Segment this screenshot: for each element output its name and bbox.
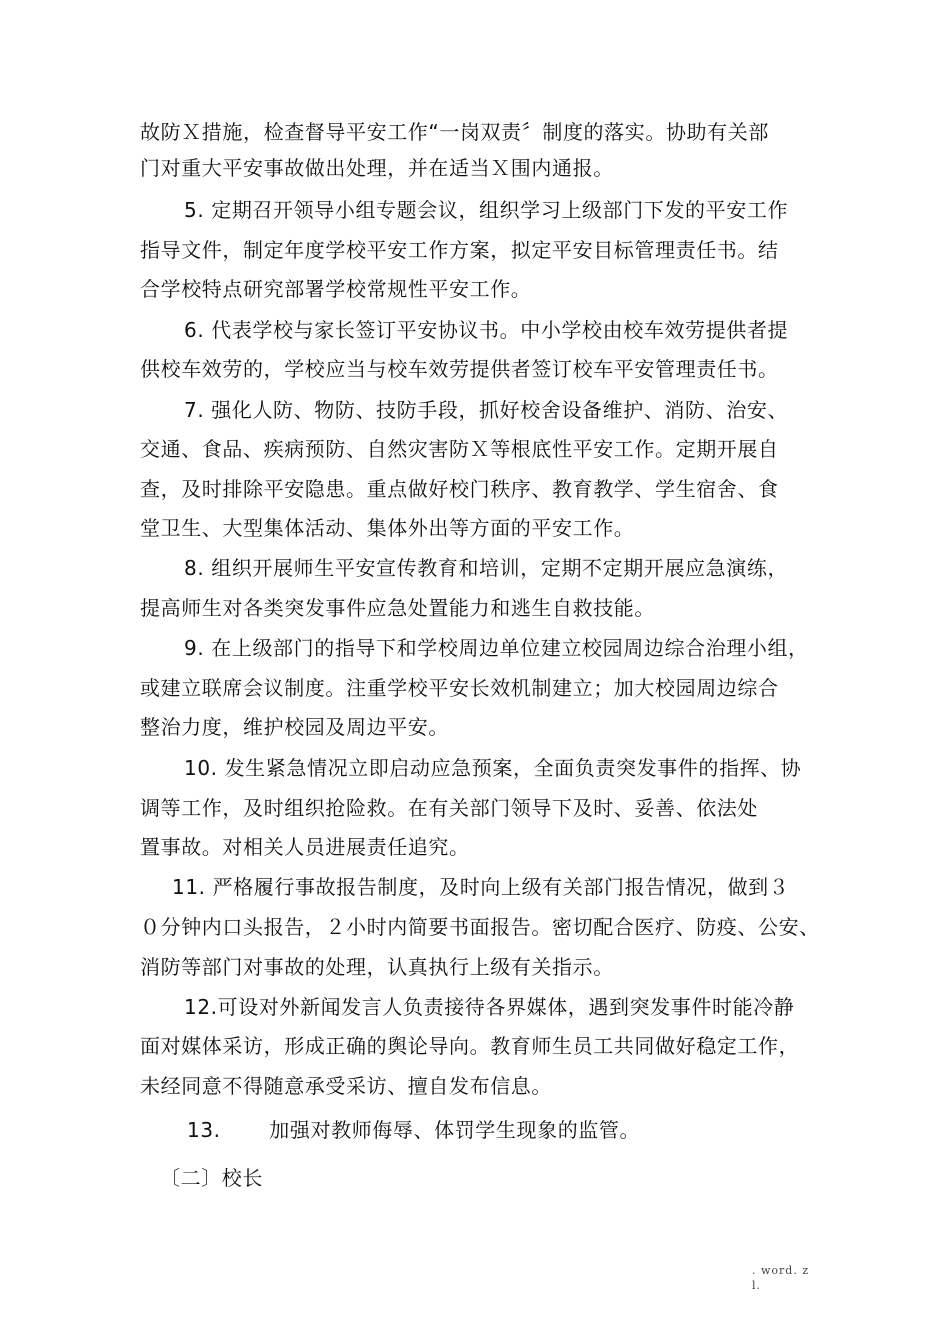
text-line: 未经同意不得随意承受采访、擅自发布信息。 xyxy=(140,1074,552,1098)
text-line: 或建立联席会议制度。注重学校平安长效机制建立；加大校园周边综合 xyxy=(140,676,779,700)
text-line: 置事故。对相关人员进展责任追究。 xyxy=(140,835,470,859)
text-line: 交通、食品、疾病预防、自然灾害防Ｘ等根底性平安工作。定期开展自 xyxy=(140,437,779,461)
text-line: 消防等部门对事故的处理，认真执行上级有关指示。 xyxy=(140,955,614,979)
text-line: 8. 组织开展师生平安宣传教育和培训，定期不定期开展应急演练， xyxy=(184,556,789,580)
footer-watermark: l. xyxy=(752,1279,762,1292)
text-line: 堂卫生、大型集体活动、集体外出等方面的平安工作。 xyxy=(140,516,635,540)
section-heading: 〔二〕校长 xyxy=(160,1166,263,1190)
text-line: 门对重大平安事故做出处理，并在适当Ｘ围内通报。 xyxy=(140,156,614,180)
text-line: 面对媒体采访，形成正确的舆论导向。教育师生员工共同做好稳定工作， xyxy=(140,1034,800,1058)
text-line: 整治力度，维护校园及周边平安。 xyxy=(140,715,449,739)
text-line: 6. 代表学校与家长签订平安协议书。中小学校由校车效劳提供者提 xyxy=(184,318,789,342)
text-line: 提高师生对各类突发事件应急处置能力和逃生自救技能。 xyxy=(140,596,655,620)
text-line: 查，及时排除平安隐患。重点做好校门秩序、教育教学、学生宿舍、食 xyxy=(140,477,779,501)
text-line: ０分钟内口头报告，２小时内简要书面报告。密切配合医疗、防疫、公安、 xyxy=(140,915,820,939)
text-line: 9. 在上级部门的指导下和学校周边单位建立校园周边综合治理小组， xyxy=(184,636,809,660)
text-line: 10. 发生紧急情况立即启动应急预案，全面负责突发事件的指挥、协 xyxy=(184,756,802,780)
text-line: 供校车效劳的，学校应当与校车效劳提供者签订校车平安管理责任书。 xyxy=(140,357,779,381)
text-line: 5. 定期召开领导小组专题会议，组织学习上级部门下发的平安工作 xyxy=(184,198,789,222)
text-line: 指导文件，制定年度学校平安工作方案，拟定平安目标管理责任书。结 xyxy=(140,238,779,262)
text-line: 故防Ｘ措施，检查督导平安工作“一岗双责〞制度的落实。协助有关部 xyxy=(140,120,769,144)
text-line: 11. 严格履行事故报告制度，及时向上级有关部门报告情况，做到３ xyxy=(172,875,790,899)
footer-watermark: . word. z xyxy=(752,1264,810,1277)
text-line: 7. 强化人防、物防、技防手段，抓好校舍设备维护、消防、治安、 xyxy=(184,398,789,422)
text-line: 12.可设对外新闻发言人负责接待各界媒体，遇到突发事件时能冷静 xyxy=(184,995,795,1019)
text-line: 调等工作，及时组织抢险救。在有关部门领导下及时、妥善、依法处 xyxy=(140,796,758,820)
text-line: 13. 加强对教师侮辱、体罚学生现象的监管。 xyxy=(187,1118,641,1142)
text-line: 合学校特点研究部署学校常规性平安工作。 xyxy=(140,277,532,301)
